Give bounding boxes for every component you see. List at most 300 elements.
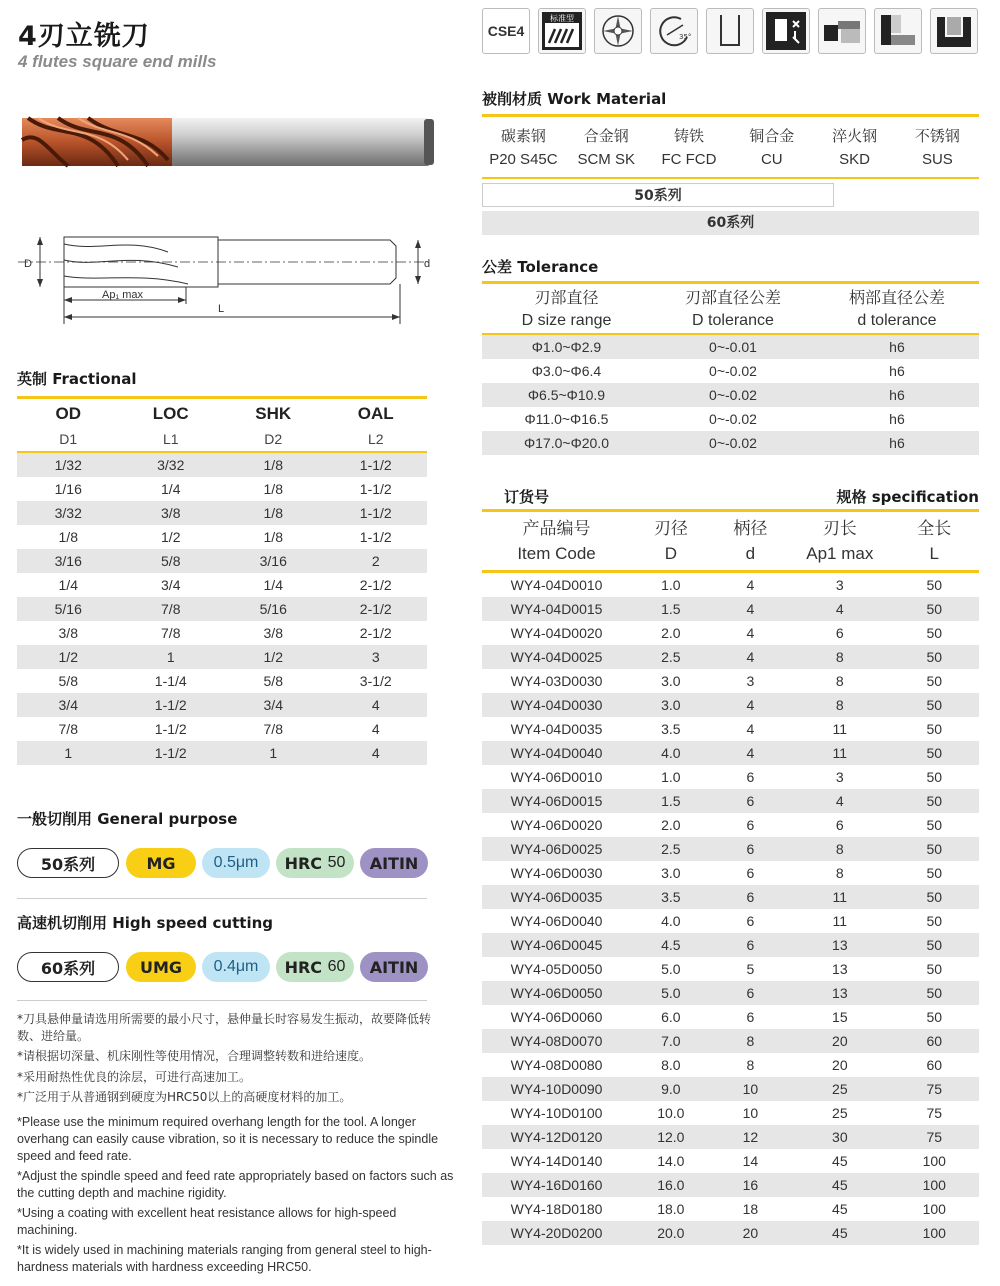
col-subheader: D1 (59, 431, 78, 447)
table-cell: 25 (832, 1105, 848, 1121)
table-cell: 13 (832, 985, 848, 1001)
helix-angle-text: 35° (679, 33, 692, 41)
table-cell: 2.0 (661, 817, 681, 833)
table-cell: 30 (832, 1129, 848, 1145)
table-cell: 3.0 (661, 865, 681, 881)
table-cell: 45 (832, 1225, 848, 1241)
table-cell: 13 (832, 937, 848, 953)
table-cell: 8 (835, 841, 844, 857)
note-cn: *采用耐热性优良的涂层，可进行高速加工。 (17, 1069, 252, 1084)
table-cell: 3.5 (661, 889, 681, 905)
table-cell: 4 (746, 745, 755, 761)
table-cell: 2-1/2 (359, 577, 392, 593)
spec-row (482, 1125, 979, 1149)
table-cell: 50 (926, 577, 943, 593)
table-cell: WY4-06D0030 (510, 865, 603, 881)
series-50-range: 50系列 (482, 183, 834, 207)
hrc-label: HRC (284, 853, 323, 873)
table-cell: 25 (832, 1081, 848, 1097)
hrc-pill (276, 848, 354, 878)
helix-35-icon (650, 8, 698, 54)
table-cell: 1 (64, 745, 73, 761)
table-cell: WY4-04D0040 (510, 745, 603, 761)
spec-row (482, 837, 979, 861)
col-header: D size range (521, 312, 612, 329)
table-cell: 5/16 (54, 601, 82, 617)
col-header: 全长 (917, 518, 952, 539)
table-cell: WY4-06D0060 (510, 1009, 603, 1025)
spec-row (482, 1149, 979, 1173)
specification-title: 规格 specification (836, 488, 979, 506)
table-cell: 5/8 (161, 553, 181, 569)
table-cell: 4 (746, 625, 755, 641)
table-cell: 6 (746, 841, 755, 857)
slot-milling-icon (930, 8, 978, 54)
table-cell: WY4-08D0070 (510, 1033, 603, 1049)
table-cell: 3/8 (263, 625, 283, 641)
table-cell: WY4-03D0030 (510, 673, 603, 689)
col-header: 柄径 (733, 518, 768, 539)
coating-pill: AITIN (360, 848, 428, 878)
col-subheader: L1 (162, 431, 179, 447)
fractional-subheader-row (17, 427, 427, 451)
table-cell: 3 (371, 649, 380, 665)
work-material-title: 被削材质 Work Material (482, 90, 667, 108)
table-cell: 1/32 (54, 457, 82, 473)
spec-row (482, 813, 979, 837)
hrc-pill (276, 952, 354, 982)
table-cell: 10.0 (657, 1105, 685, 1121)
table-cell: 1/8 (263, 505, 283, 521)
material-cn: 不锈钢 (914, 127, 960, 145)
table-cell: 2.0 (661, 625, 681, 641)
spec-body (482, 573, 979, 1245)
table-cell: 75 (926, 1081, 943, 1097)
table-cell: 1/2 (263, 649, 283, 665)
col-header: Ap1 max (806, 544, 874, 563)
col-header: LOC (152, 404, 189, 423)
table-cell: 4 (746, 601, 755, 617)
table-cell: 4 (835, 793, 844, 809)
table-cell: 8 (835, 649, 844, 665)
tolerance-header-en (482, 309, 979, 333)
tolerance-row (482, 383, 979, 407)
table-cell: 60 (926, 1057, 943, 1073)
col-header: 柄部直径公差 (848, 288, 945, 307)
table-cell: 6 (746, 865, 755, 881)
col-header: 刃部直径 (534, 288, 599, 307)
table-cell: 4 (746, 577, 755, 593)
spec-row (482, 957, 979, 981)
table-cell: 2.5 (661, 841, 681, 857)
table-cell: 6 (835, 625, 844, 641)
spec-title-row (482, 486, 979, 506)
specification-section (482, 486, 979, 1245)
tolerance-title: 公差 Tolerance (482, 258, 599, 276)
table-cell: 8 (835, 865, 844, 881)
work-material-rule (482, 114, 979, 117)
table-cell: 1-1/4 (154, 673, 187, 689)
series-60-range: 60系列 (482, 211, 979, 235)
fractional-row (17, 597, 427, 621)
dim-L-label: L (218, 303, 225, 315)
table-cell: 12.0 (657, 1129, 685, 1145)
table-cell: 5/8 (263, 673, 283, 689)
table-cell: h6 (889, 387, 905, 403)
spec-row (482, 669, 979, 693)
table-cell: 3/8 (161, 505, 181, 521)
table-cell: Φ17.0~Φ20.0 (523, 435, 609, 451)
table-cell: 3/16 (54, 553, 82, 569)
table-cell: 5/16 (259, 601, 287, 617)
grain-size-pill: 0.4μm (202, 952, 270, 982)
table-cell: WY4-10D0090 (510, 1081, 603, 1097)
high-speed-title: 高速机切削用 High speed cutting (17, 914, 273, 932)
tolerance-header-cn (482, 284, 979, 309)
col-subheader: L2 (367, 431, 384, 447)
work-material-section (482, 88, 979, 235)
fractional-rule (17, 396, 427, 399)
col-header: 刃径 (653, 518, 688, 539)
table-cell: 6 (746, 769, 755, 785)
end-mill-dimension-drawing (18, 232, 438, 332)
table-cell: 1/4 (161, 481, 181, 497)
table-cell: 14 (742, 1153, 759, 1169)
table-cell: WY4-04D0025 (510, 649, 603, 665)
table-cell: WY4-06D0040 (510, 913, 603, 929)
table-cell: WY4-10D0100 (510, 1105, 603, 1121)
table-cell: 7/8 (161, 601, 181, 617)
table-cell: 4 (746, 697, 755, 713)
table-cell: Φ6.5~Φ10.9 (527, 387, 606, 403)
fractional-header-row (17, 401, 427, 427)
table-cell: 6 (746, 817, 755, 833)
table-cell: 5/8 (58, 673, 78, 689)
table-cell: 20 (832, 1057, 848, 1073)
table-cell: 50 (926, 937, 943, 953)
spec-row (482, 621, 979, 645)
spec-row (482, 1173, 979, 1197)
table-cell: 50 (926, 913, 943, 929)
spec-row (482, 597, 979, 621)
table-cell: WY4-06D0025 (510, 841, 603, 857)
table-cell: 1/2 (58, 649, 78, 665)
table-cell: 50 (926, 1009, 943, 1025)
order-number-title: 订货号 (504, 488, 550, 506)
fractional-title: 英制 Fractional (17, 370, 137, 388)
spec-row (482, 861, 979, 885)
table-cell: 0~-0.01 (709, 339, 757, 355)
table-cell: 14.0 (657, 1153, 685, 1169)
col-header: d tolerance (857, 312, 937, 329)
table-cell: 4.5 (661, 937, 681, 953)
spec-row (482, 933, 979, 957)
table-cell: 1.0 (661, 577, 681, 593)
table-cell: 45 (832, 1177, 848, 1193)
grade-umg-pill: UMG (126, 952, 196, 982)
spec-row (482, 693, 979, 717)
table-cell: 3 (835, 769, 844, 785)
fractional-row (17, 477, 427, 501)
table-cell: 50 (926, 817, 943, 833)
material-cn: 合金钢 (583, 127, 629, 145)
table-cell: 3/32 (54, 505, 82, 521)
table-cell: 50 (926, 889, 943, 905)
general-purpose-title: 一般切削用 General purpose (17, 810, 238, 828)
notes-chinese (17, 1011, 447, 1110)
note-en: *It is widely used in machining materials ranging from general steel to high-hardness materials with hardness exceeding HRC50. (17, 1243, 432, 1274)
table-cell: 4 (371, 745, 380, 761)
col-header: L (929, 544, 939, 563)
table-cell: 1/8 (263, 529, 283, 545)
table-cell: 1-1/2 (359, 505, 392, 521)
table-cell: 3/4 (263, 697, 283, 713)
series-50-pill: 50系列 (17, 848, 119, 878)
table-cell: 5.0 (661, 985, 681, 1001)
table-cell: 3-1/2 (359, 673, 392, 689)
table-cell: 45 (832, 1153, 848, 1169)
table-cell: WY4-04D0020 (510, 625, 603, 641)
spec-row (482, 981, 979, 1005)
tolerance-section (482, 256, 979, 455)
spec-row (482, 717, 979, 741)
table-cell: 3/4 (58, 697, 78, 713)
material-cn: 淬火钢 (832, 127, 878, 145)
table-cell: WY4-04D0010 (510, 577, 603, 593)
work-material-grid (482, 124, 979, 172)
standard-type-text: 标准型 (550, 14, 574, 23)
table-cell: 1.0 (661, 769, 681, 785)
table-cell: WY4-18D0180 (510, 1201, 603, 1217)
spec-row (482, 789, 979, 813)
table-cell: 16 (742, 1177, 759, 1193)
table-cell: WY4-08D0080 (510, 1057, 603, 1073)
grade-mg-pill: MG (126, 848, 196, 878)
spec-row (482, 645, 979, 669)
col-header: D (664, 544, 677, 563)
spec-row (482, 765, 979, 789)
material-cell (565, 124, 648, 172)
table-cell: Φ1.0~Φ2.9 (531, 339, 602, 355)
table-cell: 7/8 (161, 625, 181, 641)
material-cell (648, 124, 731, 172)
col-header: 刃长 (822, 518, 857, 539)
table-cell: 8.0 (661, 1057, 681, 1073)
table-cell: 3 (746, 673, 755, 689)
table-cell: 11 (832, 889, 848, 905)
material-en: FC FCD (661, 151, 717, 168)
tolerance-row (482, 335, 979, 359)
table-cell: 12 (742, 1129, 759, 1145)
table-cell: 3 (835, 577, 844, 593)
table-cell: 3/16 (259, 553, 287, 569)
spec-row (482, 1221, 979, 1245)
table-cell: 4 (835, 601, 844, 617)
material-cell (896, 124, 979, 172)
dim-D-label: D (24, 258, 32, 270)
table-cell: 6 (746, 1009, 755, 1025)
table-cell: 4 (746, 721, 755, 737)
fractional-row (17, 525, 427, 549)
table-cell: 7/8 (58, 721, 78, 737)
table-cell: WY4-04D0035 (510, 721, 603, 737)
material-cell (813, 124, 896, 172)
table-cell: 18 (742, 1201, 759, 1217)
table-cell: 1/16 (54, 481, 82, 497)
table-cell: 20 (742, 1225, 759, 1241)
table-cell: 20.0 (657, 1225, 685, 1241)
tolerance-body (482, 335, 979, 455)
table-cell: WY4-06D0035 (510, 889, 603, 905)
table-cell: 3.0 (661, 673, 681, 689)
table-cell: 1/4 (263, 577, 283, 593)
table-cell: 1-1/2 (359, 481, 392, 497)
table-cell: WY4-12D0120 (510, 1129, 603, 1145)
table-cell: 4.0 (661, 913, 681, 929)
table-cell: 0~-0.02 (709, 435, 757, 451)
table-cell: Φ3.0~Φ6.4 (531, 363, 602, 379)
fractional-row (17, 717, 427, 741)
table-cell: WY4-06D0020 (510, 817, 603, 833)
table-cell: 6 (746, 793, 755, 809)
dim-d-label: d (424, 258, 431, 270)
table-cell: 50 (926, 793, 943, 809)
feed-direction-icon (762, 8, 810, 54)
table-cell: WY4-06D0050 (510, 985, 603, 1001)
table-cell: 2.5 (661, 649, 681, 665)
table-cell: 20 (832, 1033, 848, 1049)
table-cell: 0~-0.02 (709, 411, 757, 427)
spec-row (482, 741, 979, 765)
table-cell: 0~-0.02 (709, 363, 757, 379)
table-cell: h6 (889, 363, 905, 379)
table-cell: 6 (746, 985, 755, 1001)
spec-row (482, 1077, 979, 1101)
col-header: 产品编号 (522, 518, 591, 539)
square-end-icon (706, 8, 754, 54)
table-cell: 5 (746, 961, 755, 977)
table-cell: 1/2 (161, 529, 181, 545)
col-subheader: D2 (264, 431, 283, 447)
table-cell: h6 (889, 339, 905, 355)
table-cell: 8 (746, 1057, 755, 1073)
spec-row (482, 1101, 979, 1125)
table-cell: WY4-06D0015 (510, 793, 603, 809)
table-cell: 16.0 (657, 1177, 685, 1193)
table-cell: 50 (926, 601, 943, 617)
spec-header-cn (482, 512, 979, 540)
table-cell: Φ11.0~Φ16.5 (524, 411, 609, 427)
note-en: *Adjust the spindle speed and feed rate appropriately based on factors such as the cutting depth and machine rigidity. (17, 1169, 454, 1200)
cse4-label: CSE4 (482, 8, 530, 54)
tolerance-row (482, 431, 979, 455)
table-cell: 45 (832, 1201, 848, 1217)
table-cell: WY4-04D0030 (510, 697, 603, 713)
table-cell: 1-1/2 (154, 745, 187, 761)
table-cell: 3/8 (58, 625, 78, 641)
table-cell: WY4-14D0140 (510, 1153, 603, 1169)
table-cell: 1-1/2 (154, 721, 187, 737)
table-cell: 8 (746, 1033, 755, 1049)
table-cell: 50 (926, 865, 943, 881)
table-cell: 7/8 (263, 721, 283, 737)
page-title: 4刃立铣刀 (18, 21, 150, 52)
work-material-bottom-rule (482, 177, 979, 179)
table-cell: 8 (835, 673, 844, 689)
table-cell: 3.0 (661, 697, 681, 713)
material-cell (482, 124, 565, 172)
spec-row (482, 1005, 979, 1029)
note-cn: *请根据切深量、机床刚性等使用情况，合理调整转数和进给速度。 (17, 1049, 372, 1063)
fractional-row (17, 693, 427, 717)
end-mill-photo (18, 110, 438, 172)
hrc-value: 60 (327, 958, 346, 975)
table-cell: 4.0 (661, 745, 681, 761)
spec-row (482, 573, 979, 597)
material-en: P20 S45C (489, 151, 558, 168)
table-cell: 4 (371, 721, 380, 737)
table-cell: 50 (926, 985, 943, 1001)
col-header: SHK (255, 404, 292, 423)
table-cell: 1/8 (263, 457, 283, 473)
material-cn: 铸铁 (673, 127, 704, 145)
fractional-row (17, 621, 427, 645)
table-cell: h6 (889, 435, 905, 451)
divider (17, 898, 427, 899)
table-cell: 100 (922, 1177, 946, 1193)
table-cell: 100 (922, 1201, 946, 1217)
material-en: CU (760, 151, 783, 168)
table-cell: h6 (889, 411, 905, 427)
table-cell: 100 (922, 1153, 946, 1169)
spec-row (482, 885, 979, 909)
table-cell: 100 (922, 1225, 946, 1241)
table-cell: 3.5 (661, 721, 681, 737)
table-cell: 6 (835, 817, 844, 833)
spec-row (482, 909, 979, 933)
series-60-pill: 60系列 (17, 952, 119, 982)
material-cell (730, 124, 813, 172)
table-cell: 50 (926, 769, 943, 785)
table-cell: 60 (926, 1033, 943, 1049)
table-cell: 75 (926, 1129, 943, 1145)
table-cell: 6.0 (661, 1009, 681, 1025)
table-cell: 18.0 (657, 1201, 685, 1217)
table-cell: 15 (832, 1009, 848, 1025)
table-cell: WY4-20D0200 (510, 1225, 603, 1241)
notes-english (17, 1114, 457, 1279)
spec-row (482, 1053, 979, 1077)
table-cell: 5.0 (661, 961, 681, 977)
note-en: *Please use the minimum required overhang length for the tool. A longer overhang can easily cause vibration, so it is necessary to reduce the spindle speed and feed rate. (17, 1115, 439, 1163)
table-cell: 6 (746, 913, 755, 929)
col-header: d (745, 544, 756, 563)
table-cell: WY4-16D0160 (510, 1177, 603, 1193)
table-cell: 6 (746, 937, 755, 953)
note-en: *Using a coating with excellent heat resistance allows for high-speed machining. (17, 1206, 397, 1237)
table-cell: 8 (835, 697, 844, 713)
table-cell: 4 (371, 697, 380, 713)
table-cell: 1/4 (58, 577, 78, 593)
table-cell: 50 (926, 673, 943, 689)
material-cn: 铜合金 (749, 127, 795, 145)
col-header: OAL (357, 404, 394, 423)
table-cell: 4 (746, 649, 755, 665)
material-cn: 碳素钢 (500, 127, 546, 145)
coating-pill: AITIN (360, 952, 428, 982)
table-cell: 11 (832, 745, 848, 761)
table-cell: 6 (746, 889, 755, 905)
